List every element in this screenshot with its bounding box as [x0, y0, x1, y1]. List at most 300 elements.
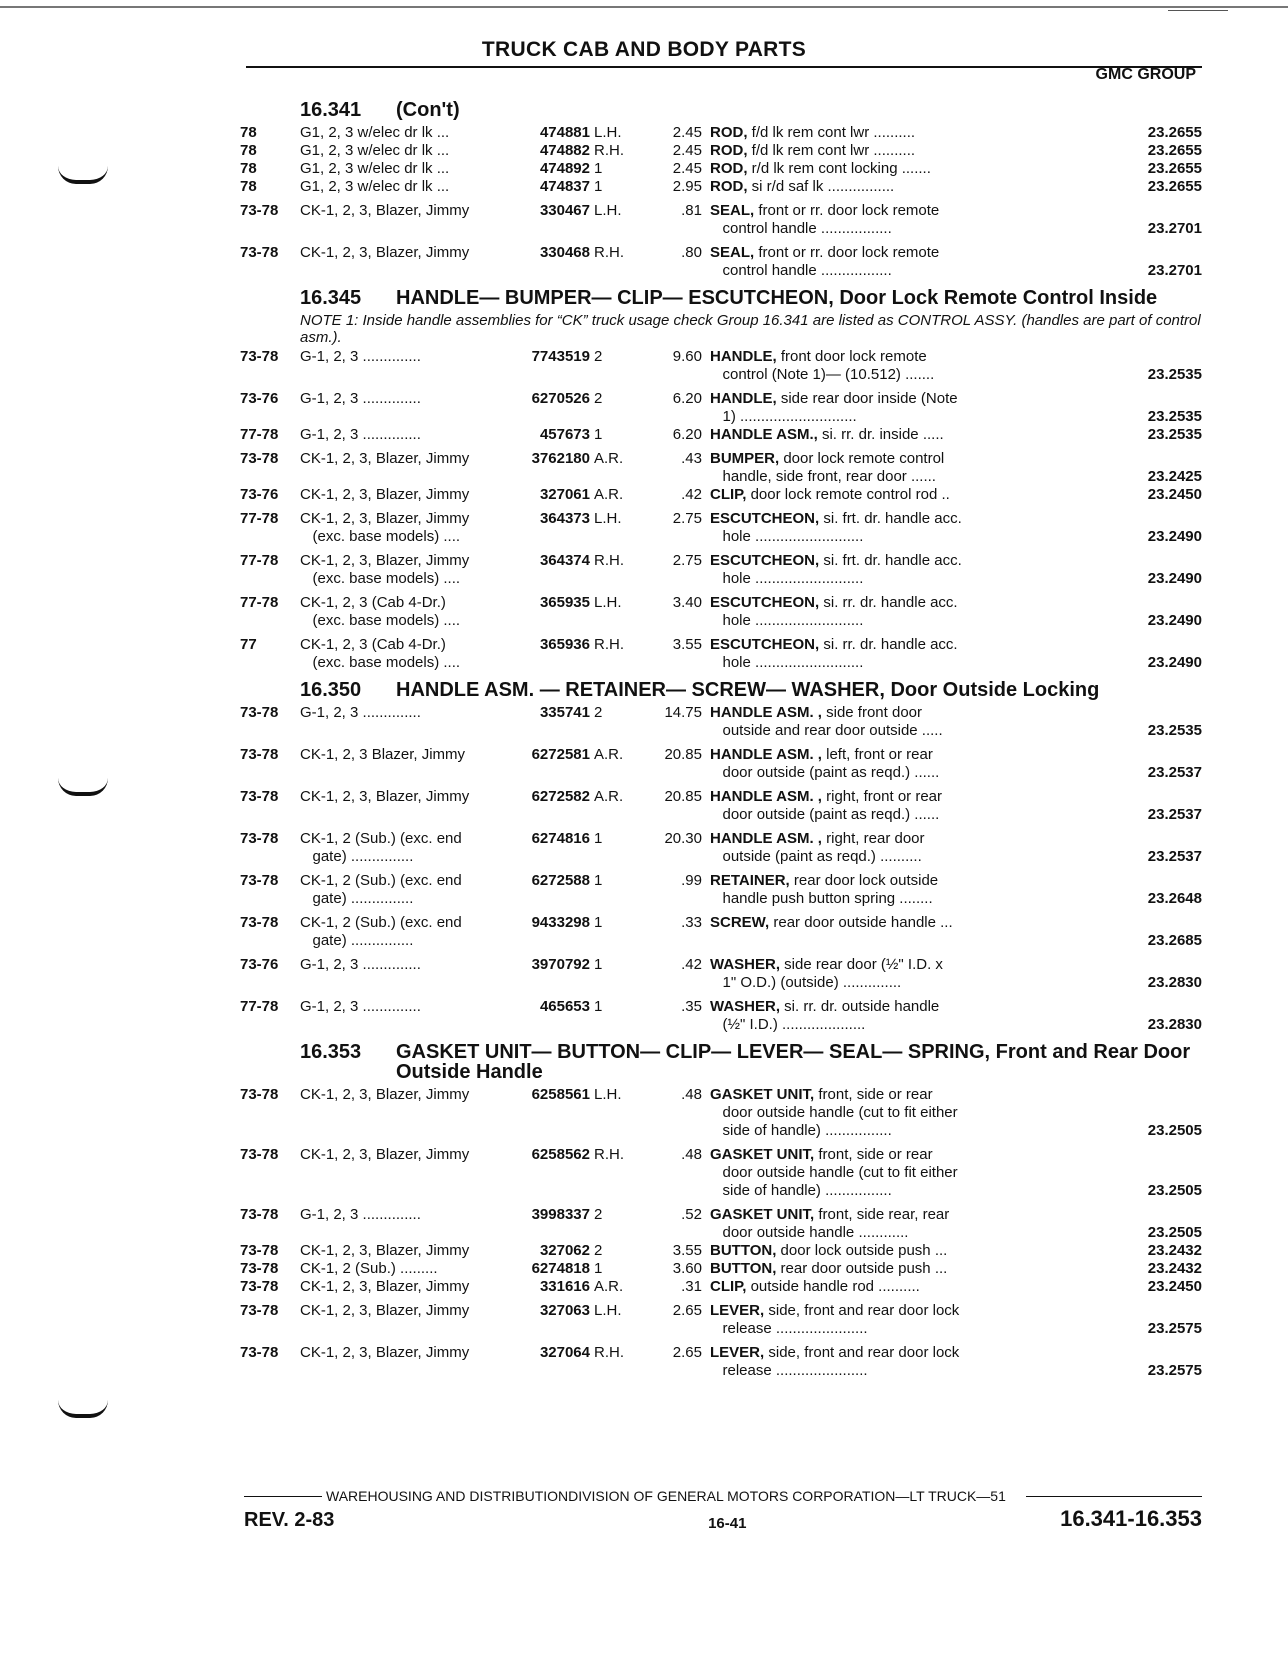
part-detail: rear door outside handle ...: [769, 914, 953, 931]
model-years: 77-78: [240, 510, 279, 527]
part-row: [240, 1086, 1202, 1140]
part-number: 6270526: [531, 390, 590, 407]
part-detail: f/d lk rem cont lwr ..........: [747, 124, 916, 141]
part-name: ROD,: [710, 160, 748, 177]
part-row: [240, 1242, 1202, 1260]
part-number: 6272582: [531, 788, 590, 805]
quantity: R.H.: [594, 142, 624, 159]
application: G-1, 2, 3 ..............: [300, 348, 421, 365]
part-detail: side rear door inside (Note 1) ............................: [722, 390, 958, 425]
quantity: R.H.: [594, 1344, 624, 1361]
price: 9.60: [672, 348, 702, 365]
part-number: 327062: [539, 1242, 590, 1259]
page-number: 16-41: [708, 1515, 747, 1532]
account-code: 23.2830: [1147, 1016, 1202, 1033]
price: .52: [681, 1206, 702, 1223]
account-code: 23.2450: [1147, 486, 1202, 503]
header-rule: [246, 66, 1202, 68]
quantity: R.H.: [594, 552, 624, 569]
part-number: 365936: [539, 636, 590, 653]
footer-rule-left: [244, 1496, 322, 1497]
part-row: [240, 1302, 1202, 1338]
part-name: SEAL,: [710, 244, 755, 261]
part-description: [702, 1260, 1022, 1278]
part-description: [702, 390, 1022, 426]
part-description: [702, 486, 1022, 504]
part-name: ROD,: [710, 124, 748, 141]
part-description: [702, 510, 1022, 546]
account-code: 23.2490: [1147, 654, 1202, 671]
part-number: 474881: [539, 124, 590, 141]
part-name: GASKET UNIT,: [710, 1086, 815, 1103]
application: G1, 2, 3 w/elec dr lk ...: [300, 124, 450, 141]
part-row: [240, 124, 1202, 142]
part-name: ROD,: [710, 178, 748, 195]
part-number: 474882: [539, 142, 590, 159]
part-detail: front, side or rear door outside handle (cut to fit either side of handle) ................: [722, 1146, 958, 1199]
account-code: 23.2432: [1147, 1242, 1202, 1259]
part-description: [702, 426, 1022, 444]
part-row: [240, 914, 1202, 950]
account-code: 23.2490: [1147, 612, 1202, 629]
parts-list: [240, 92, 1202, 1380]
part-name: HANDLE ASM. ,: [710, 830, 822, 847]
application: G-1, 2, 3 ..............: [300, 704, 421, 721]
part-number: 474892: [539, 160, 590, 177]
quantity: 2: [594, 1242, 603, 1259]
application: CK-1, 2, 3, Blazer, Jimmy: [300, 1146, 470, 1163]
part-description: [702, 956, 1022, 992]
quantity: L.H.: [594, 1086, 622, 1103]
application: CK-1, 2, 3, Blazer, Jimmy: [300, 450, 470, 467]
part-row: [240, 390, 1202, 426]
section-title: (Con't): [396, 99, 460, 121]
part-description: [702, 788, 1022, 824]
model-years: 73-78: [240, 914, 279, 931]
price: 6.20: [672, 390, 702, 407]
model-years: 73-78: [240, 1260, 279, 1277]
price: .80: [681, 244, 702, 261]
section-range: 16.341-16.353: [1060, 1506, 1202, 1531]
part-detail: si r/d saf lk ................: [747, 178, 895, 195]
account-code: 23.2505: [1147, 1224, 1202, 1241]
account-code: 23.2655: [1147, 178, 1202, 195]
price: 3.40: [672, 594, 702, 611]
quantity: 2: [594, 390, 603, 407]
part-description: [702, 914, 1022, 950]
footer-row: [244, 1506, 1202, 1532]
part-number: 364374: [539, 552, 590, 569]
part-detail: outside handle rod ..........: [746, 1278, 920, 1295]
price: .81: [681, 202, 702, 219]
account-code: 23.2535: [1147, 408, 1202, 425]
application: CK-1, 2, 3, Blazer, Jimmy: [300, 244, 470, 261]
part-detail: si. rr. dr. outside handle (½" I.D.) ....................: [722, 998, 940, 1033]
model-years: 73-78: [240, 1146, 279, 1163]
top-scan-line: [0, 6, 1288, 8]
account-code: 23.2655: [1147, 142, 1202, 159]
part-name: CLIP,: [710, 1278, 747, 1295]
part-row: [240, 746, 1202, 782]
part-number: 474837: [539, 178, 590, 195]
part-name: HANDLE ASM. ,: [710, 704, 822, 721]
account-code: 23.2535: [1147, 366, 1202, 383]
application: G-1, 2, 3 ..............: [300, 390, 421, 407]
part-description: [702, 704, 1022, 740]
part-row: [240, 636, 1202, 672]
part-description: [702, 1344, 1022, 1380]
part-number: 330468: [539, 244, 590, 261]
part-number: 327064: [539, 1344, 590, 1361]
part-number: 3762180: [531, 450, 590, 467]
section-number: 16.350: [300, 679, 362, 701]
part-detail: f/d lk rem cont lwr ..........: [747, 142, 916, 159]
section-heading: [240, 100, 1202, 120]
section-title: HANDLE ASM. — RETAINER— SCREW— WASHER, Door Outside Locking: [396, 679, 1100, 701]
price: 2.75: [672, 552, 702, 569]
part-row: [240, 160, 1202, 178]
section-title: GASKET UNIT— BUTTON— CLIP— LEVER— SEAL— SPRING, Front and Rear Door Outside Handle: [396, 1041, 1191, 1083]
part-number: 6274818: [531, 1260, 590, 1277]
part-number: 457673: [539, 426, 590, 443]
application: CK-1, 2, 3, Blazer, Jimmy (exc. base models) ....: [300, 552, 470, 587]
part-number: 6272588: [531, 872, 590, 889]
part-name: RETAINER,: [710, 872, 790, 889]
part-name: LEVER,: [710, 1302, 765, 1319]
quantity: A.R.: [594, 788, 624, 805]
quantity: A.R.: [594, 746, 624, 763]
binder-hole-mark: [58, 1400, 108, 1418]
quantity: 1: [594, 830, 603, 847]
account-code: 23.2535: [1147, 426, 1202, 443]
price: .42: [681, 486, 702, 503]
account-code: 23.2655: [1147, 124, 1202, 141]
account-code: 23.2648: [1147, 890, 1202, 907]
model-years: 73-76: [240, 486, 279, 503]
price: 2.95: [672, 178, 702, 195]
quantity: 2: [594, 348, 603, 365]
price: 2.65: [672, 1344, 702, 1361]
quantity: 1: [594, 998, 603, 1015]
group-label: GMC GROUP: [1095, 66, 1196, 83]
part-number: 9433298: [531, 914, 590, 931]
part-number: 327061: [539, 486, 590, 503]
model-years: 73-76: [240, 956, 279, 973]
part-description: [702, 124, 1022, 142]
price: .31: [681, 1278, 702, 1295]
price: .42: [681, 956, 702, 973]
quantity: 1: [594, 1260, 603, 1277]
model-years: 73-78: [240, 202, 279, 219]
part-description: [702, 1086, 1022, 1140]
application: CK-1, 2, 3 (Cab 4-Dr.) (exc. base models) ....: [300, 594, 461, 629]
part-number: 327063: [539, 1302, 590, 1319]
quantity: L.H.: [594, 594, 622, 611]
price: 20.85: [664, 788, 702, 805]
part-number: 465653: [539, 998, 590, 1015]
part-number: 364373: [539, 510, 590, 527]
application: CK-1, 2, 3, Blazer, Jimmy: [300, 1278, 470, 1295]
part-description: [702, 998, 1022, 1034]
part-description: [702, 178, 1022, 196]
part-detail: door lock remote control handle, side front, rear door ......: [722, 450, 945, 485]
section-number: 16.353: [300, 1041, 362, 1063]
part-description: [702, 594, 1022, 630]
model-years: 78: [240, 178, 257, 195]
top-right-scan-line: [1168, 10, 1228, 11]
section-heading: [240, 680, 1202, 700]
part-description: [702, 1278, 1022, 1296]
quantity: R.H.: [594, 636, 624, 653]
part-description: [702, 450, 1022, 486]
quantity: 1: [594, 178, 603, 195]
price: 2.45: [672, 142, 702, 159]
application: G1, 2, 3 w/elec dr lk ...: [300, 160, 450, 177]
quantity: A.R.: [594, 450, 624, 467]
price: .99: [681, 872, 702, 889]
part-number: 6272581: [531, 746, 590, 763]
part-name: HANDLE ASM. ,: [710, 788, 822, 805]
part-row: [240, 998, 1202, 1034]
application: CK-1, 2, 3, Blazer, Jimmy (exc. base models) ....: [300, 510, 470, 545]
part-row: [240, 1206, 1202, 1242]
model-years: 73-78: [240, 1086, 279, 1103]
part-row: [240, 142, 1202, 160]
quantity: 2: [594, 704, 603, 721]
model-years: 73-76: [240, 390, 279, 407]
part-number: 6274816: [531, 830, 590, 847]
part-name: BUTTON,: [710, 1260, 777, 1277]
part-description: [702, 872, 1022, 908]
quantity: L.H.: [594, 202, 622, 219]
part-description: [702, 636, 1022, 672]
price: 20.85: [664, 746, 702, 763]
part-name: WASHER,: [710, 998, 781, 1015]
price: 3.55: [672, 636, 702, 653]
part-name: GASKET UNIT,: [710, 1146, 815, 1163]
model-years: 73-78: [240, 1278, 279, 1295]
part-number: 3970792: [531, 956, 590, 973]
quantity: 1: [594, 872, 603, 889]
section-number: 16.341: [300, 99, 362, 121]
part-detail: front, side rear, rear door outside handle ............: [722, 1206, 950, 1241]
model-years: 77-78: [240, 552, 279, 569]
account-code: 23.2450: [1147, 1278, 1202, 1295]
quantity: L.H.: [594, 124, 622, 141]
account-code: 23.2505: [1147, 1182, 1202, 1199]
price: 3.55: [672, 1242, 702, 1259]
section-note: NOTE 1: Inside handle assemblies for “CK” truck usage check Group 16.341 are listed as CONTROL ASSY. (handles are part of control asm.).: [300, 312, 1201, 346]
quantity: 1: [594, 426, 603, 443]
application: CK-1, 2, 3 (Cab 4-Dr.) (exc. base models) ....: [300, 636, 461, 671]
part-detail: front door lock remote control (Note 1)— (10.512) .......: [722, 348, 935, 383]
part-row: [240, 788, 1202, 824]
model-years: 77-78: [240, 426, 279, 443]
application: G-1, 2, 3 ..............: [300, 1206, 421, 1223]
model-years: 73-78: [240, 830, 279, 847]
part-row: [240, 450, 1202, 486]
part-name: LEVER,: [710, 1344, 765, 1361]
account-code: 23.2537: [1147, 848, 1202, 865]
quantity: 1: [594, 914, 603, 931]
part-detail: si. rr. dr. handle acc. hole ..........................: [722, 594, 958, 629]
part-row: [240, 510, 1202, 546]
part-detail: si. rr. dr. inside .....: [817, 426, 944, 443]
section-heading: [240, 1042, 1202, 1082]
part-description: [702, 830, 1022, 866]
model-years: 78: [240, 160, 257, 177]
application: CK-1, 2 (Sub.) (exc. end gate) ...............: [300, 872, 462, 907]
part-row: [240, 1278, 1202, 1296]
footer-publisher-line: [244, 1488, 1202, 1504]
section-number: 16.345: [300, 287, 362, 309]
revision-label: REV. 2-83: [244, 1509, 335, 1531]
account-code: 23.2425: [1147, 468, 1202, 485]
application: CK-1, 2 (Sub.) (exc. end gate) ...............: [300, 830, 462, 865]
model-years: 78: [240, 142, 257, 159]
part-row: [240, 594, 1202, 630]
account-code: 23.2701: [1147, 220, 1202, 237]
quantity: R.H.: [594, 1146, 624, 1163]
application: CK-1, 2, 3 Blazer, Jimmy: [300, 746, 466, 763]
account-code: 23.2575: [1147, 1320, 1202, 1337]
part-description: [702, 202, 1022, 238]
application: G-1, 2, 3 ..............: [300, 426, 421, 443]
price: 2.45: [672, 160, 702, 177]
part-row: [240, 552, 1202, 588]
part-description: [702, 1302, 1022, 1338]
quantity: R.H.: [594, 244, 624, 261]
application: CK-1, 2, 3, Blazer, Jimmy: [300, 788, 470, 805]
part-detail: side front door outside and rear door outside .....: [722, 704, 943, 739]
price: 14.75: [664, 704, 702, 721]
part-description: [702, 746, 1022, 782]
model-years: 77-78: [240, 998, 279, 1015]
price: .43: [681, 450, 702, 467]
part-description: [702, 244, 1022, 280]
application: CK-1, 2, 3, Blazer, Jimmy: [300, 1344, 470, 1361]
part-name: ESCUTCHEON,: [710, 594, 820, 611]
price: 2.65: [672, 1302, 702, 1319]
model-years: 73-78: [240, 1344, 279, 1361]
account-code: 23.2830: [1147, 974, 1202, 991]
quantity: 1: [594, 956, 603, 973]
model-years: 77-78: [240, 594, 279, 611]
account-code: 23.2535: [1147, 722, 1202, 739]
part-detail: r/d lk rem cont locking .......: [747, 160, 931, 177]
account-code: 23.2432: [1147, 1260, 1202, 1277]
application: CK-1, 2 (Sub.) .........: [300, 1260, 438, 1277]
part-name: HANDLE ASM.,: [710, 426, 818, 443]
part-detail: front, side or rear door outside handle (cut to fit either side of handle) ................: [722, 1086, 958, 1139]
part-description: [702, 552, 1022, 588]
section-title: HANDLE— BUMPER— CLIP— ESCUTCHEON, Door Lock Remote Control Inside: [396, 287, 1158, 309]
part-detail: rear door lock outside handle push button spring ........: [722, 872, 939, 907]
part-row: [240, 956, 1202, 992]
part-detail: right, rear door outside (paint as reqd.) ..........: [722, 830, 925, 865]
part-detail: rear door outside push ...: [776, 1260, 948, 1277]
part-description: [702, 1146, 1022, 1200]
application: G1, 2, 3 w/elec dr lk ...: [300, 178, 450, 195]
part-number: 3998337: [531, 1206, 590, 1223]
page-footer: [244, 1488, 1202, 1532]
model-years: 73-78: [240, 1242, 279, 1259]
price: 20.30: [664, 830, 702, 847]
model-years: 73-78: [240, 450, 279, 467]
price: .33: [681, 914, 702, 931]
part-description: [702, 160, 1022, 178]
part-description: [702, 1242, 1022, 1260]
part-number: 335741: [539, 704, 590, 721]
part-detail: side, front and rear door lock release ......................: [722, 1344, 960, 1379]
model-years: 73-78: [240, 746, 279, 763]
account-code: 23.2685: [1147, 932, 1202, 949]
quantity: A.R.: [594, 1278, 624, 1295]
price: 2.45: [672, 124, 702, 141]
part-row: [240, 1344, 1202, 1380]
quantity: 1: [594, 160, 603, 177]
application: G-1, 2, 3 ..............: [300, 998, 421, 1015]
part-number: 7743519: [531, 348, 590, 365]
part-row: [240, 426, 1202, 444]
part-detail: side rear door (½" I.D. x 1" O.D.) (outside) ..............: [722, 956, 943, 991]
application: G-1, 2, 3 ..............: [300, 956, 421, 973]
model-years: 73-78: [240, 872, 279, 889]
price: 6.20: [672, 426, 702, 443]
part-detail: left, front or rear door outside (paint as reqd.) ......: [722, 746, 940, 781]
model-years: 73-78: [240, 348, 279, 365]
application: G1, 2, 3 w/elec dr lk ...: [300, 142, 450, 159]
part-detail: right, front or rear door outside (paint as reqd.) ......: [722, 788, 942, 823]
part-row: [240, 244, 1202, 280]
application: CK-1, 2, 3, Blazer, Jimmy: [300, 202, 470, 219]
part-row: [240, 178, 1202, 196]
section-heading: [240, 288, 1202, 308]
part-detail: si. rr. dr. handle acc. hole ..........................: [722, 636, 958, 671]
price: 2.75: [672, 510, 702, 527]
application: CK-1, 2, 3, Blazer, Jimmy: [300, 1242, 470, 1259]
model-years: 73-78: [240, 788, 279, 805]
model-years: 73-78: [240, 1302, 279, 1319]
part-number: 6258562: [531, 1146, 590, 1163]
account-code: 23.2655: [1147, 160, 1202, 177]
quantity: L.H.: [594, 510, 622, 527]
part-detail: si. frt. dr. handle acc. hole ..........................: [722, 552, 962, 587]
part-row: [240, 486, 1202, 504]
price: .35: [681, 998, 702, 1015]
part-name: CLIP,: [710, 486, 747, 503]
account-code: 23.2537: [1147, 764, 1202, 781]
part-name: HANDLE ASM. ,: [710, 746, 822, 763]
part-name: BUTTON,: [710, 1242, 777, 1259]
part-name: GASKET UNIT,: [710, 1206, 815, 1223]
account-code: 23.2575: [1147, 1362, 1202, 1379]
quantity: 2: [594, 1206, 603, 1223]
part-name: ESCUTCHEON,: [710, 552, 820, 569]
price: 3.60: [672, 1260, 702, 1277]
application: CK-1, 2, 3, Blazer, Jimmy: [300, 1302, 470, 1319]
page-title: TRUCK CAB AND BODY PARTS: [481, 38, 807, 61]
part-name: SCREW,: [710, 914, 770, 931]
part-name: SEAL,: [710, 202, 755, 219]
part-number: 365935: [539, 594, 590, 611]
part-row: [240, 1146, 1202, 1200]
part-name: HANDLE,: [710, 390, 777, 407]
quantity: A.R.: [594, 486, 624, 503]
part-name: ESCUTCHEON,: [710, 510, 820, 527]
part-row: [240, 704, 1202, 740]
part-number: 330467: [539, 202, 590, 219]
